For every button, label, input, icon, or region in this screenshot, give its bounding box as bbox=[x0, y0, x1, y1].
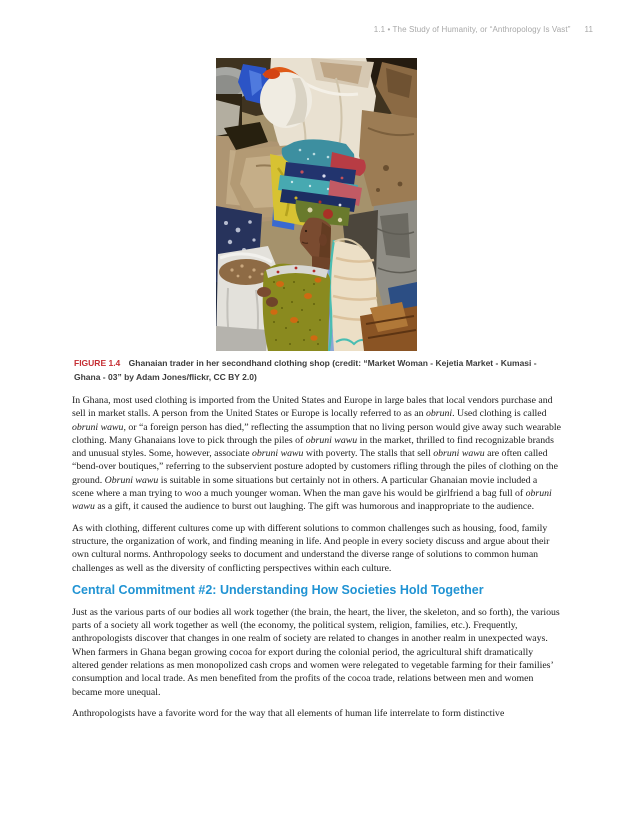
figure-label: FIGURE 1.4 bbox=[74, 358, 121, 368]
paragraph: Just as the various parts of our bodies all work together (the brain, the heart, the liver, the skeleton, and so forth), the various parts of a society all work together as well (the economy, the political system, religion, families, etc.). Frequently, anthropologists discover that changes in one realm of society are related to changes in another realm in unexpected ways. When farmers in Ghana began growing cocoa for export during the colonial period, the agricultural shift dramatically altered gender relations as men monopolized cash crops and women were relegated to vegetable farming for their families’ consumption and local trade. As men benefited from the profits of the cocoa trade, relations between men and women became more unequal. bbox=[72, 606, 560, 698]
section-heading: Central Commitment #2: Understanding How Societies Hold Together bbox=[72, 582, 484, 597]
held-cloth bbox=[257, 264, 330, 351]
paragraph: In Ghana, most used clothing is imported from the United States and Europe in large bales that local vendors purchase and sell in market stalls. A person from the United States or Europe is locally referred to as an obruni. Used clothing is called obruni wawu, or “a foreign person has died,” reflecting the assumption that no living person would give away such wearable clothing. Many Ghanaians love to pick through the piles of obruni wawu in the market, thrilled to find recognizable brands and unusual styles. Some, however, associate obruni wawu with poverty. The stalls that sell obruni wawu are often called “bend-over boutiques,” referring to the subservient posture adopted by customers rifling through the piles of clothing on the ground. Obruni wawu is suitable in some situations but certainly not in others. A particular Ghanaian movie included a scene where a man trying to woo a much younger woman. When the man gave his would be girlfriend a bag full of obruni wawu as a gift, it caused the audience to burst out laughing. The gift was humorous and inappropriate to the audience. bbox=[72, 395, 561, 513]
figure-image bbox=[216, 58, 417, 351]
paragraph: Anthropologists have a favorite word for the way that all elements of human life interrelate to form distinctive bbox=[72, 707, 505, 719]
figure-caption-text: Ghanaian trader in her secondhand clothing shop (credit: “Market Woman - Kejetia Market - Kumasi - Ghana - 03” by Adam Jones/flickr, CC BY 2.0) bbox=[74, 358, 537, 382]
paragraph: As with clothing, different cultures come up with different solutions to common challenges such as housing, food, family structure, the organization of work, and finding meaning in life. And people in every society discuss and argue about their own cultural norms. Anthropology seeks to document and understand the diverse range of solutions to common human challenges as well as the diversity of conflicting perspectives within each culture. bbox=[72, 522, 550, 574]
running-header bbox=[0, 25, 593, 34]
figure-caption bbox=[74, 357, 560, 384]
running-header-page-number: 11 bbox=[584, 25, 593, 34]
running-header-section: 1.1 • The Study of Humanity, or “Anthropology Is Vast” bbox=[373, 25, 571, 34]
article-body bbox=[72, 394, 561, 728]
market-photo-illustration bbox=[216, 58, 417, 351]
